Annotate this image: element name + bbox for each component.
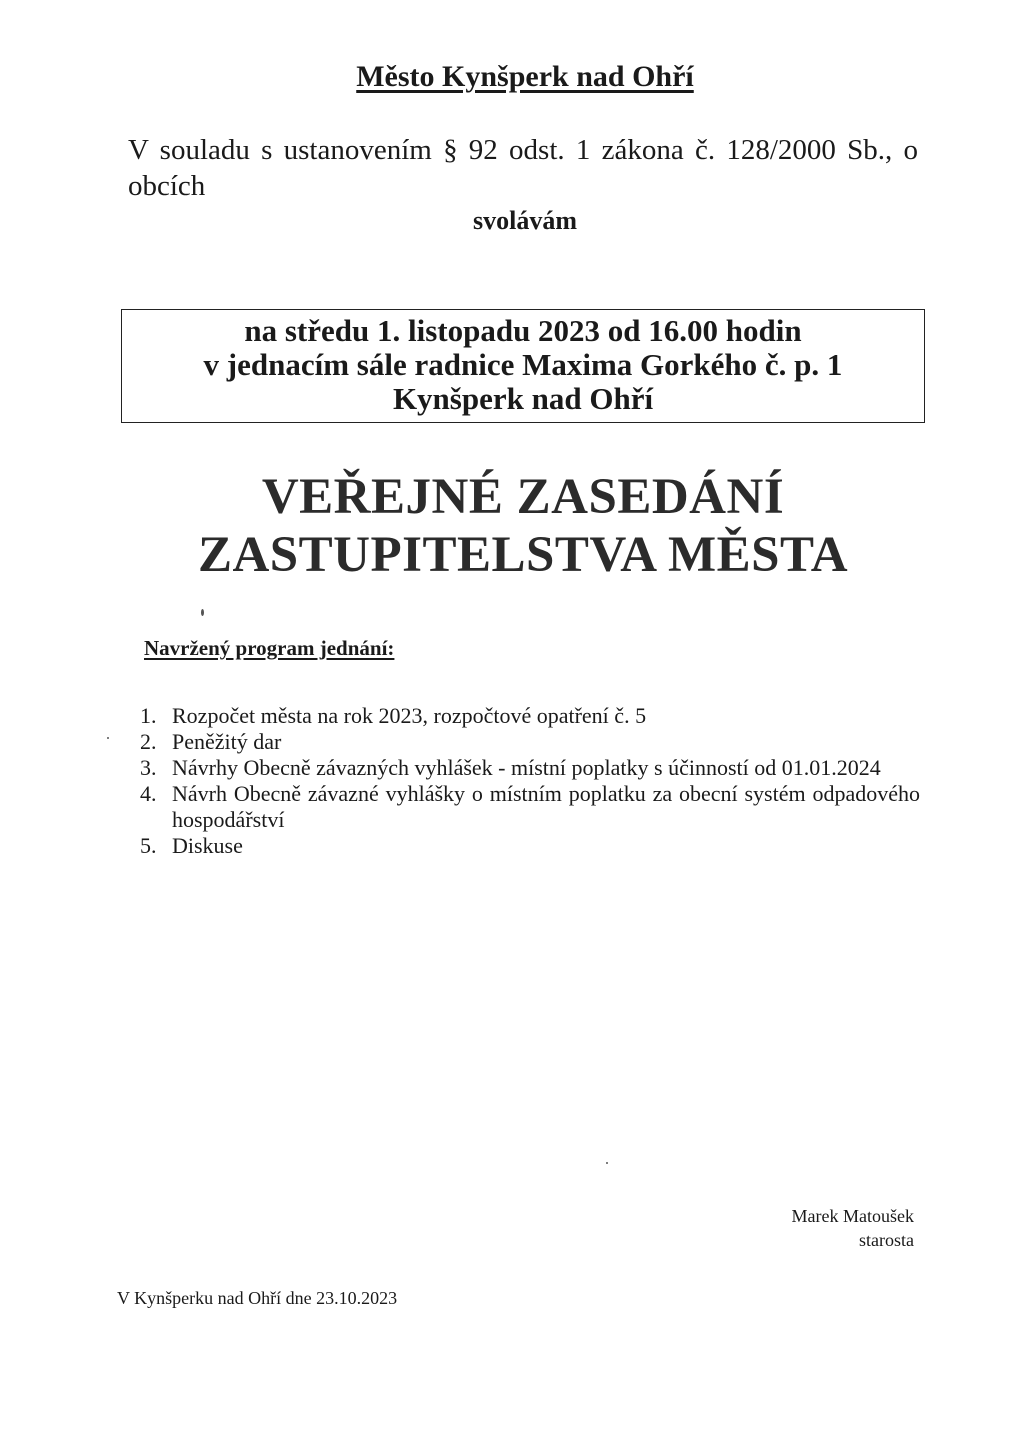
agenda-item-number: 1.	[140, 703, 157, 728]
agenda-item-number: 5.	[140, 833, 157, 858]
meeting-date-line: na středu 1. listopadu 2023 od 16.00 hodin	[244, 313, 802, 348]
agenda-item-text: Návrh Obecně závazné vyhlášky o místním poplatku za obecní systém odpadového hospodářství	[172, 781, 920, 832]
scan-speck	[201, 609, 204, 616]
meeting-place-line: v jednacím sále radnice Maxima Gorkého č. p. 1	[203, 347, 843, 382]
agenda-item	[130, 703, 920, 729]
main-title	[0, 468, 1024, 584]
scan-speck	[606, 1162, 608, 1164]
agenda-item-number: 3.	[140, 755, 157, 780]
agenda-item	[130, 781, 920, 833]
agenda-item-text: Rozpočet města na rok 2023, rozpočtové opatření č. 5	[172, 703, 647, 728]
agenda-item-number: 4.	[140, 781, 157, 806]
agenda-heading: Navržený program jednání:	[144, 636, 395, 660]
date-line: V Kynšperku nad Ohří dne 23.10.2023	[117, 1288, 398, 1308]
meeting-town-line: Kynšperk nad Ohří	[392, 381, 654, 416]
agenda-item-text: Peněžitý dar	[172, 729, 282, 754]
town-heading: Město Kynšperk nad Ohří	[356, 60, 694, 93]
agenda-item	[130, 833, 920, 859]
meeting-details-box	[121, 309, 925, 423]
main-title-line-1: VEŘEJNÉ ZASEDÁNÍ	[261, 469, 785, 525]
signatory-role: starosta	[859, 1230, 914, 1250]
convene-word: svolávám	[473, 206, 577, 235]
scan-speck	[107, 737, 109, 739]
main-title-line-2: ZASTUPITELSTVA MĚSTA	[197, 527, 849, 583]
agenda-item-text: Diskuse	[172, 833, 243, 858]
intro-paragraph: V souladu s ustanovením § 92 odst. 1 zákona č. 128/2000 Sb., o obcích	[128, 134, 918, 202]
agenda-item	[130, 729, 920, 755]
agenda-item-text: Návrhy Obecně závazných vyhlášek - místní poplatky s účinností od 01.01.2024	[172, 755, 881, 780]
agenda-item-number: 2.	[140, 729, 157, 754]
signature-block	[792, 1204, 914, 1252]
signatory-name: Marek Matoušek	[791, 1206, 914, 1226]
agenda-list	[130, 703, 920, 859]
agenda-item	[130, 755, 920, 781]
